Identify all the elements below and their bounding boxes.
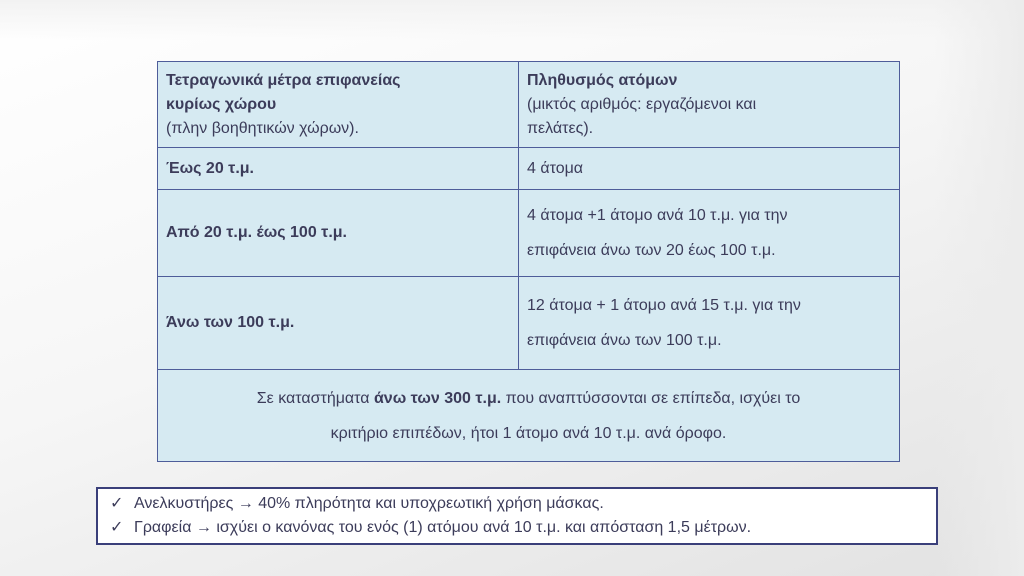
population-cell: [519, 277, 900, 370]
note-item: [110, 492, 924, 516]
background-right-band: [934, 0, 1024, 576]
table-footnote-row: [158, 370, 900, 462]
population-line: επιφάνεια άνω των 100 τ.μ.: [527, 332, 722, 349]
note-text: Ανελκυστήρες → 40% πληρότητα και υποχρεωτική χρήση μάσκας.: [134, 495, 604, 512]
footnote-cell: [158, 370, 900, 462]
population-line: 4 άτομα +1 άτομο ανά 10 τ.μ. για την: [527, 207, 788, 224]
note-text: Γραφεία → ισχύει ο κανόνας του ενός (1) ατόμου ανά 10 τ.μ. και απόσταση 1,5 μέτρων.: [134, 519, 752, 536]
population-line: 4 άτομα: [527, 159, 584, 177]
occupancy-table: [157, 61, 900, 462]
header-population-title: Πληθυσμός ατόμων: [527, 71, 678, 89]
header-area-cell: [158, 62, 519, 148]
footnote-prefix: Σε καταστήματα: [256, 389, 374, 407]
checkmark-icon: ✓: [110, 495, 124, 512]
footnote-middle: που αναπτύσσονται σε επίπεδα, ισχύει το: [501, 389, 801, 407]
table-header-row: [158, 62, 900, 148]
footnote-line2: κριτήριο επιπέδων, ήτοι 1 άτομο ανά 10 τ.μ. ανά όροφο.: [330, 424, 727, 442]
population-cell: [519, 148, 900, 190]
notes-box: [96, 487, 938, 545]
background-top-band: [0, 0, 1024, 40]
population-line: επιφάνεια άνω των 20 έως 100 τ.μ.: [527, 242, 776, 259]
table-row: [158, 277, 900, 370]
table-row: [158, 148, 900, 190]
footnote-bold: άνω των 300 τ.μ.: [373, 389, 502, 407]
population-line: 12 άτομα + 1 άτομο ανά 15 τ.μ. για την: [527, 297, 801, 314]
area-cell: Άνω των 100 τ.μ.: [158, 277, 519, 370]
header-population-subtitle-line1: (μικτός αριθμός: εργαζόμενοι και: [527, 95, 757, 113]
header-population-cell: [519, 62, 900, 148]
note-item: [110, 516, 924, 540]
area-cell: Έως 20 τ.μ.: [158, 148, 519, 190]
header-area-title-line1: Τετραγωνικά μέτρα επιφανείας: [166, 71, 401, 89]
header-population-subtitle-line2: πελάτες).: [527, 119, 594, 137]
checkmark-icon: ✓: [110, 519, 124, 536]
population-cell: [519, 190, 900, 277]
area-cell: Από 20 τ.μ. έως 100 τ.μ.: [158, 190, 519, 277]
header-area-title-line2: κυρίως χώρου: [166, 95, 277, 113]
header-area-subtitle: (πλην βοηθητικών χώρων).: [166, 119, 359, 137]
table-row: [158, 190, 900, 277]
